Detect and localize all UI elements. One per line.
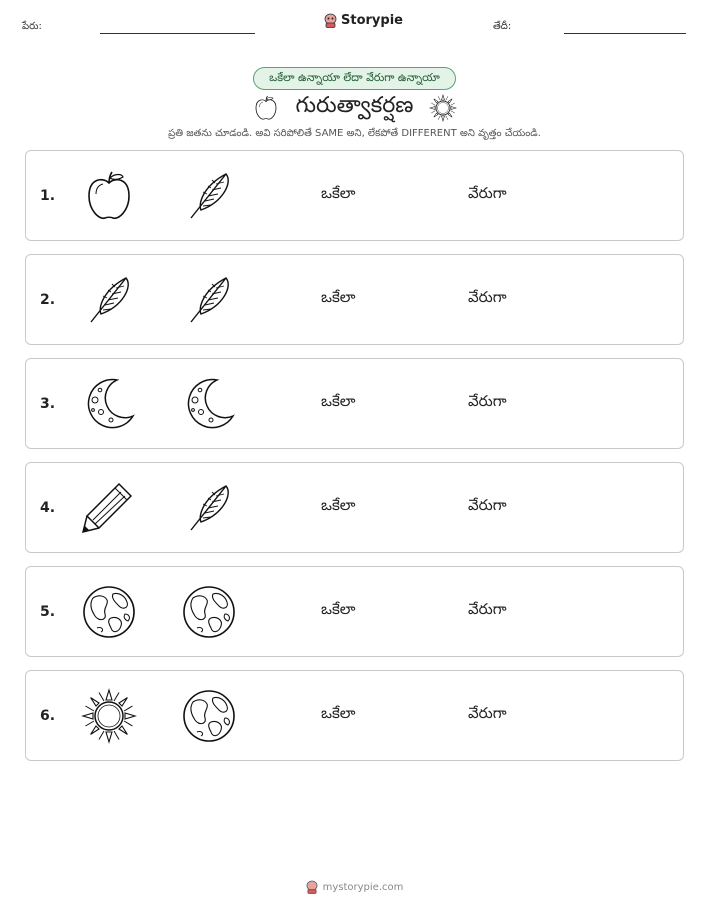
question-card xyxy=(25,670,684,761)
earth-icon xyxy=(181,584,237,640)
name-label: పేరు: xyxy=(22,21,42,32)
name-line[interactable] xyxy=(100,33,255,34)
date-label: తేదీ: xyxy=(493,21,512,32)
question-number: 6. xyxy=(40,708,56,724)
footer-site[interactable]: mystorypie.com xyxy=(322,881,404,893)
question-number: 4. xyxy=(40,500,56,516)
footer xyxy=(0,880,709,894)
subtitle-pill: ఒకేలా ఉన్నాయా లేదా వేరుగా ఉన్నాయా xyxy=(253,67,456,90)
feather-icon xyxy=(181,168,237,224)
question-number: 3. xyxy=(40,396,56,412)
different-option[interactable]: వేరుగా xyxy=(468,704,507,722)
feather-icon xyxy=(181,480,237,536)
question-card xyxy=(25,150,684,241)
earth-icon xyxy=(181,688,237,744)
brand-logo xyxy=(324,13,403,28)
question-number: 5. xyxy=(40,604,56,620)
moon-icon xyxy=(181,376,237,432)
same-option[interactable]: ఒకేలా xyxy=(321,392,356,410)
brand-name: Storypie xyxy=(341,13,403,28)
moon-icon xyxy=(81,376,137,432)
question-card xyxy=(25,462,684,553)
question-card xyxy=(25,566,684,657)
question-number: 1. xyxy=(40,188,56,204)
different-option[interactable]: వేరుగా xyxy=(468,184,507,202)
same-option[interactable]: ఒకేలా xyxy=(321,600,356,618)
feather-icon xyxy=(81,272,137,328)
same-option[interactable]: ఒకేలా xyxy=(321,184,356,202)
different-option[interactable]: వేరుగా xyxy=(468,288,507,306)
same-option[interactable]: ఒకేలా xyxy=(321,288,356,306)
storypie-mascot-icon xyxy=(324,13,337,28)
title-row xyxy=(0,90,709,126)
page-title: గురుత్వాకర్షణ xyxy=(295,93,414,118)
question-card xyxy=(25,358,684,449)
feather-icon xyxy=(181,272,237,328)
question-number: 2. xyxy=(40,292,56,308)
different-option[interactable]: వేరుగా xyxy=(468,392,507,410)
earth-icon xyxy=(81,584,137,640)
instructions: ప్రతి జతను చూడండి. అవి సరిపోలితే SAME అని, లేకపోతే DIFFERENT అని వృత్తం చేయండి. xyxy=(168,128,541,139)
same-option[interactable]: ఒకేలా xyxy=(321,496,356,514)
apple-icon xyxy=(81,168,137,224)
page-header xyxy=(0,0,709,40)
storypie-mascot-icon xyxy=(306,880,318,894)
question-card xyxy=(25,254,684,345)
sun-icon xyxy=(429,94,457,122)
same-option[interactable]: ఒకేలా xyxy=(321,704,356,722)
different-option[interactable]: వేరుగా xyxy=(468,496,507,514)
pencil-icon xyxy=(81,480,137,536)
different-option[interactable]: వేరుగా xyxy=(468,600,507,618)
sun-icon xyxy=(81,688,137,744)
apple-icon xyxy=(252,94,280,122)
date-line[interactable] xyxy=(564,33,686,34)
